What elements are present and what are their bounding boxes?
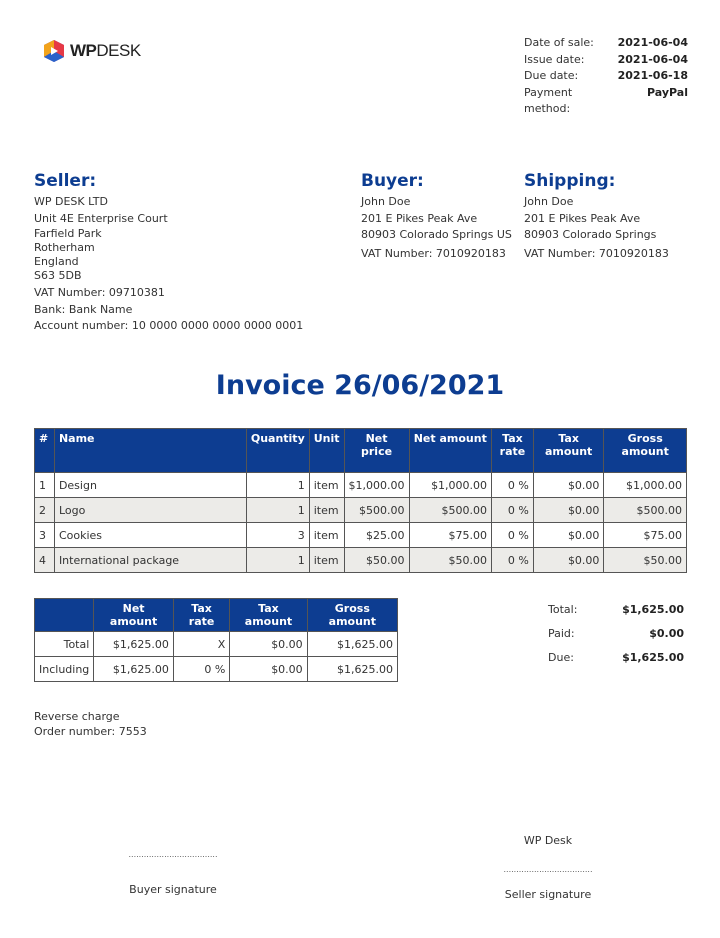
items-table [34,428,687,573]
column-header: Tax amount [230,599,307,632]
table-cell: $50.00 [409,548,492,573]
column-header: Quantity [246,429,309,473]
column-header: Tax rate [173,599,229,632]
table-cell: International package [54,548,246,573]
table-cell: $1,625.00 [94,632,174,657]
table-row [35,548,687,573]
table-cell: $0.00 [533,473,604,498]
table-cell: $500.00 [344,498,409,523]
table-cell: $0.00 [533,548,604,573]
table-cell: $0.00 [533,498,604,523]
table-row [35,657,398,682]
column-header: # [35,429,55,473]
buyer-signature: ................................... Buyer signature [128,850,218,896]
buyer-block: Buyer: John Doe 201 E Pikes Peak Ave 80903 Colorado Springs US VAT Number: 7010920183 [361,171,512,260]
column-header: Tax amount [533,429,604,473]
table-cell: $75.00 [409,523,492,548]
table-cell: Logo [54,498,246,523]
table-cell: 1 [246,548,309,573]
seller-signature: WP Desk ................................... Seller signature [503,834,593,901]
table-cell: Cookies [54,523,246,548]
column-header: Unit [309,429,344,473]
table-cell: item [309,498,344,523]
table-cell: $0.00 [533,523,604,548]
table-cell: $1,625.00 [94,657,174,682]
column-header: Name [54,429,246,473]
wpdesk-logo: WPDESK [42,38,141,64]
column-header [35,599,94,632]
table-cell: 1 [246,498,309,523]
table-cell: Total [35,632,94,657]
table-cell: 0 % [492,498,534,523]
table-cell: 3 [246,523,309,548]
column-header: Gross amount [307,599,397,632]
table-cell: Design [54,473,246,498]
table-row [35,523,687,548]
column-header: Net price [344,429,409,473]
table-cell: $75.00 [604,523,687,548]
table-cell: $1,625.00 [307,632,397,657]
table-cell: item [309,523,344,548]
table-cell: $1,000.00 [604,473,687,498]
wpdesk-logo-icon [42,38,66,64]
seller-block: Seller: WP DESK LTD Unit 4E Enterprise Court Farfield Park Rotherham England S63 5DB VAT Number: 09710381 Bank: Bank Name Account number: 10 0000 0000 0000 0000 0001 [34,171,304,332]
table-cell: 0 % [492,523,534,548]
column-header: Tax rate [492,429,534,473]
table-cell: $0.00 [230,657,307,682]
table-cell: $500.00 [604,498,687,523]
column-header: Gross amount [604,429,687,473]
column-header: Net amount [409,429,492,473]
table-cell: $25.00 [344,523,409,548]
table-cell: 1 [246,473,309,498]
table-cell: 0 % [173,657,229,682]
totals-block: Total: $1,625.00 Paid: $0.00 Due: $1,625.00 [548,603,684,664]
table-cell: $1,625.00 [307,657,397,682]
invoice-meta: Date of sale: 2021-06-04 Issue date: 2021-06-04 Due date: 2021-06-18 Payment method: PayPal [524,36,688,115]
table-cell: 0 % [492,548,534,573]
table-cell: $50.00 [344,548,409,573]
table-cell: X [173,632,229,657]
table-cell: $0.00 [230,632,307,657]
table-cell: 2 [35,498,55,523]
table-cell: Including [35,657,94,682]
table-cell: item [309,548,344,573]
table-row [35,632,398,657]
table-row [35,473,687,498]
column-header: Net amount [94,599,174,632]
table-cell: $50.00 [604,548,687,573]
shipping-block: Shipping: John Doe 201 E Pikes Peak Ave 80903 Colorado Springs VAT Number: 7010920183 [524,171,669,260]
table-row [35,498,687,523]
invoice-title: Invoice 26/06/2021 [215,370,505,401]
table-cell: item [309,473,344,498]
table-cell: $1,000.00 [344,473,409,498]
table-cell: 3 [35,523,55,548]
summary-table [34,598,398,682]
table-cell: 4 [35,548,55,573]
notes: Reverse charge Order number: 7553 [34,710,147,738]
table-cell: 1 [35,473,55,498]
table-cell: $1,000.00 [409,473,492,498]
table-cell: $500.00 [409,498,492,523]
table-cell: 0 % [492,473,534,498]
